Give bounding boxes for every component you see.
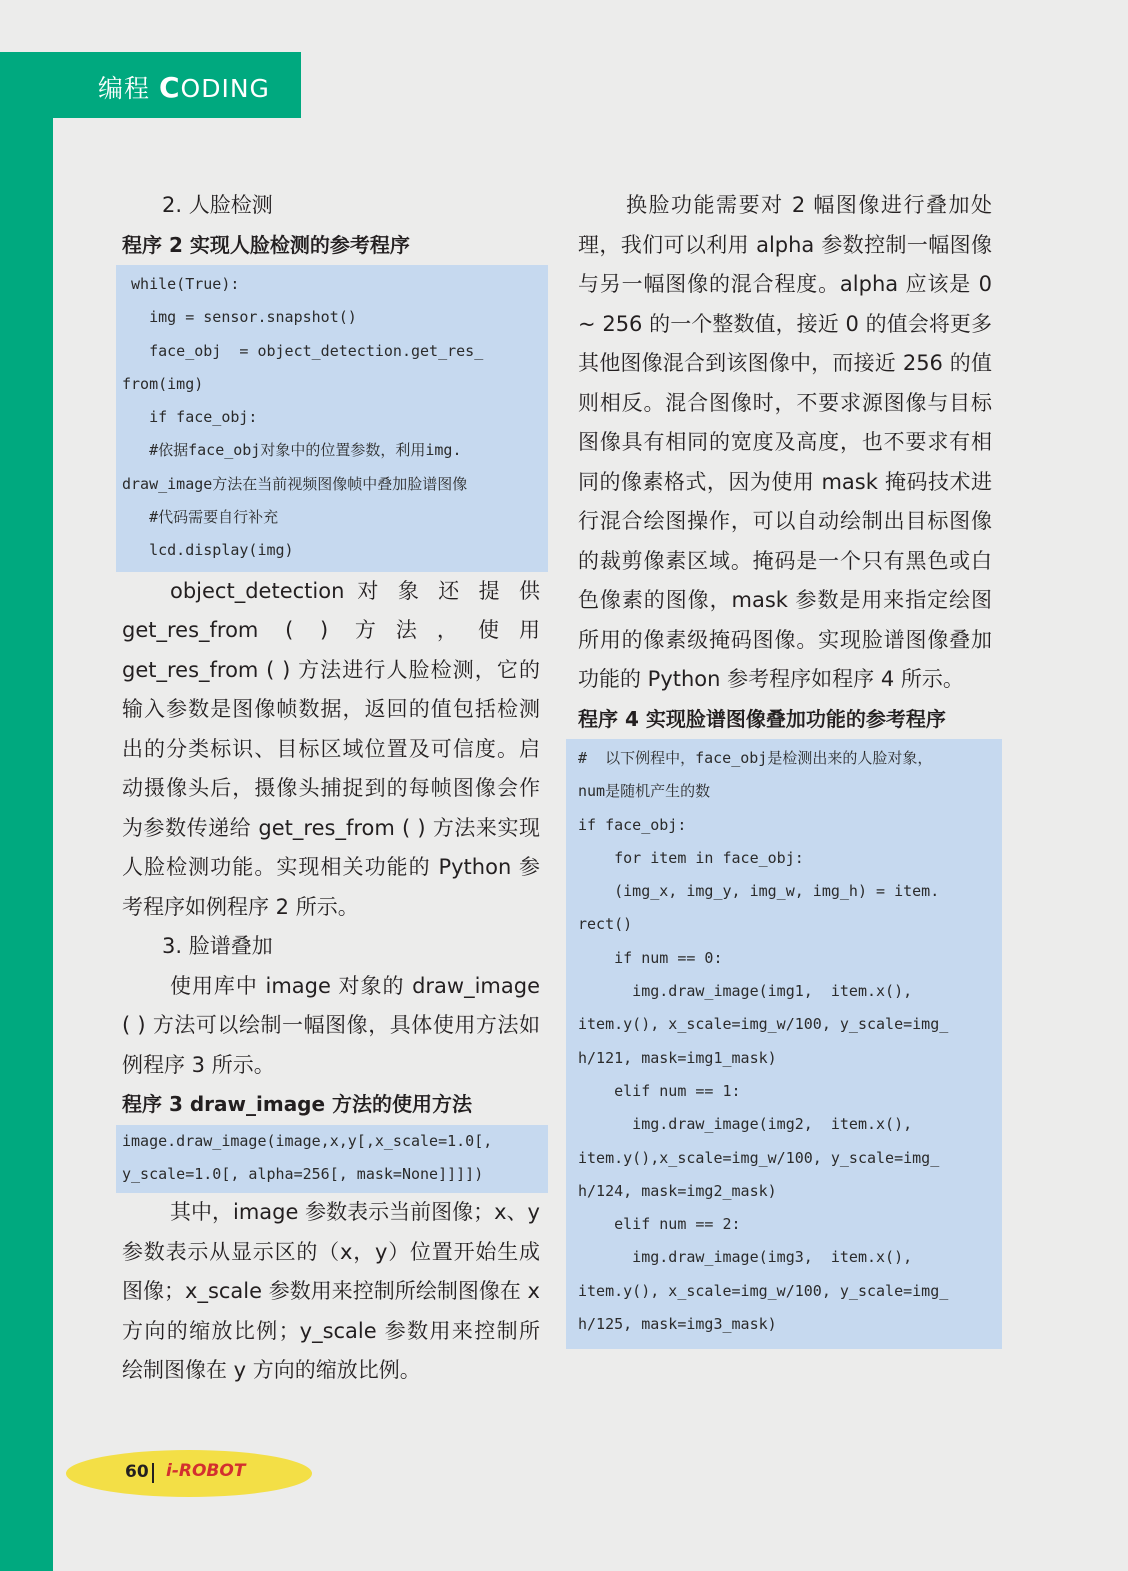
code-line: num是随机产生的数	[578, 782, 711, 801]
code-line: draw_image方法在当前视频图像帧中叠加脸谱图像	[122, 474, 468, 493]
code-line: h/121, mask=img1_mask)	[578, 1048, 777, 1067]
code-line: item.y(), x_scale=img_w/100, y_scale=img_	[578, 1015, 949, 1034]
heading-face-overlay: 3. 脸谱叠加	[162, 934, 273, 959]
code-line: # 以下例程中，face_obj是检测出来的人脸对象，	[578, 749, 933, 767]
code-line: from(img)	[122, 374, 204, 393]
section-title	[98, 70, 270, 107]
code-line: rect()	[578, 915, 633, 934]
code-line: elif num == 1:	[578, 1081, 741, 1100]
code-line: for item in face_obj:	[578, 848, 804, 867]
paragraph-draw-image: 使用库中 image 对象的 draw_image ( ) 方法可以绘制一幅图像，具体使用方法如例程序 3 所示。	[122, 973, 540, 1077]
paragraph-parameters: 其中，image 参数表示当前图像；x、y 参数表示从显示区的（x，y）位置开始生成图像；x_scale 参数用来控制所绘制图像在 x 方向的缩放比例；y_scale 参数用来控制所绘制图像在 y 方向的缩放比例。	[122, 1200, 540, 1383]
code-line: #代码需要自行补充	[122, 508, 279, 527]
section-title-cn: 编程	[98, 74, 151, 103]
right-column	[578, 186, 992, 1349]
code-line: item.y(),x_scale=img_w/100, y_scale=img_	[578, 1148, 940, 1167]
code-line: h/124, mask=img2_mask)	[578, 1181, 777, 1200]
code-line: image.draw_image(image,x,y[,x_scale=1.0[,	[122, 1131, 493, 1150]
code-line: while(True):	[122, 275, 240, 293]
section-title-c: C	[158, 71, 181, 104]
section-title-rest: ODING	[180, 74, 270, 103]
code-line: img.draw_image(img2, item.x(),	[578, 1115, 913, 1134]
code-line: if num == 0:	[578, 948, 723, 967]
code-line: if face_obj:	[122, 408, 258, 427]
code-line: y_scale=1.0[, alpha=256[, mask=None]]]])	[122, 1164, 484, 1183]
code-line: elif num == 2:	[578, 1215, 741, 1234]
footer-divider	[152, 1463, 154, 1483]
code-line: h/125, mask=img3_mask)	[578, 1315, 777, 1334]
code-line: item.y(), x_scale=img_w/100, y_scale=img_	[578, 1281, 949, 1300]
program-4-code	[566, 739, 1002, 1349]
program-2-code	[116, 265, 548, 572]
program-3-code	[116, 1125, 548, 1194]
code-line: img.draw_image(img1, item.x(),	[578, 982, 913, 1001]
code-line: (img_x, img_y, img_w, img_h) = item.	[578, 882, 940, 901]
code-line: if face_obj:	[578, 815, 687, 834]
left-column	[122, 186, 540, 1391]
program-4-caption: 程序 4 实现脸谱图像叠加功能的参考程序	[578, 706, 946, 731]
code-line: lcd.display(img)	[122, 541, 294, 560]
code-line: face_obj = object_detection.get_res_	[122, 341, 484, 360]
program-2-caption: 程序 2 实现人脸检测的参考程序	[122, 232, 410, 257]
program-3-caption: 程序 3 draw_image 方法的使用方法	[122, 1092, 473, 1117]
heading-face-detection: 2. 人脸检测	[162, 193, 273, 217]
magazine-logo: i-ROBOT	[166, 1461, 246, 1481]
page-number: 60	[125, 1462, 149, 1482]
code-line: #依据face_obj对象中的位置参数，利用img.	[122, 441, 462, 460]
code-line: img = sensor.snapshot()	[122, 308, 357, 327]
paragraph-object-detection: object_detection 对 象 还 提 供 get_res_from ( ) 方法，使用 get_res_from ( ) 方法进行人脸检测，它的输入参数是图像帧数据，返回的值包括检测出的分类标识、目标区域位置及可信度。启动摄像头后，摄像头捕捉到的每帧图像会作为参数传递给 get_res_from ( ) 方法来实现人脸检测功能。实现相关功能的 Python 参考程序如例程序 2 所示。	[122, 578, 540, 919]
left-green-bar	[0, 52, 53, 1571]
paragraph-alpha-blending: 换脸功能需要对 2 幅图像进行叠加处理，我们可以利用 alpha 参数控制一幅图像与另一幅图像的混合程度。alpha 应该是 0 ~ 256 的一个整数值，接近 0 的值会将更多其他图像混合到该图像中，而接近 256 的值则相反。混合图像时，不要求源图像与目标图像具有相同的宽度及高度，也不要求有相同的像素格式，因为使用 mask 掩码技术进行混合绘图操作，可以自动绘制出目标图像的裁剪像素区域。掩码是一个只有黑色或白色像素的图像，mask 参数是用来指定绘图所用的像素级掩码图像。实现脸谱图像叠加功能的 Python 参考程序如程序 4 所示。	[578, 193, 992, 691]
code-line: img.draw_image(img3, item.x(),	[578, 1248, 913, 1267]
